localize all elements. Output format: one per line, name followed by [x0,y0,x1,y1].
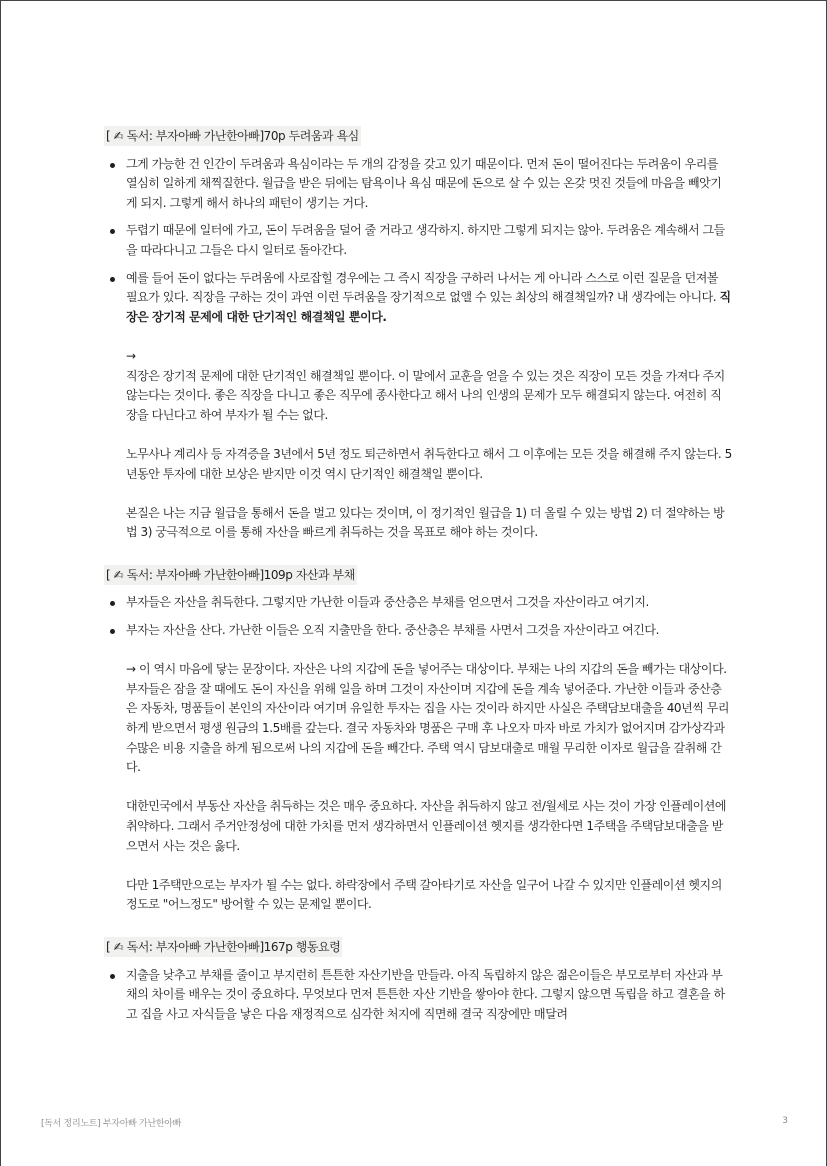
section-heading: [ ✍ 독서: 부자아빠 가난한아빠]109p 자산과 부채 [104,565,357,585]
list-item: 두렵기 때문에 일터에 가고, 돈이 두려움을 덜어 줄 거라고 생각하지. 하지만 그렇게 되지는 않아. 두려움은 계속해서 그들을 따라다니고 그들은 다시 일터로 돌아간다. [104,221,732,260]
bold-highlight: 직장은 장기적 문제에 대한 단기적인 해결책일 뿐이다. [126,290,731,324]
section-action-guide [104,937,732,1024]
footer-title: [독서 정리노트] 부자아빠 가난한아빠 [41,1119,182,1129]
bullet-list [104,593,732,915]
list-item: 부자들은 자산을 취득한다. 그렇지만 가난한 이들과 중산층은 부채를 얻으면서 그것을 자산이라고 여기지. [104,593,732,613]
list-item: 그게 가능한 건 인간이 두려움과 욕심이라는 두 개의 감정을 갖고 있기 때문이다. 먼저 돈이 떨어진다는 두려움이 우리를 열심히 일하게 채찍질한다. 월급을 받은 뒤에는 탐욕이나 욕심 때문에 돈으로 살 수 있는 온갖 멋진 것들에 마음을 빼앗기게 되지. 그렇게 해서 하나의 패턴이 생기는 거다. [104,155,732,214]
section-assets-liabilities [104,565,732,915]
section-heading: [ ✍ 독서: 부자아빠 가난한아빠]167p 행동요령 [104,937,342,957]
arrow-glyph: → [126,348,136,363]
section-fear-greed [104,126,732,543]
note-paragraph: → 이 역시 마음에 닿는 문장이다. 자산은 나의 지갑에 돈을 넣어주는 대상이다. 부채는 나의 지갑의 돈을 빼가는 대상이다. 부자들은 잠을 잘 때에도 돈이 자신을 위해 일을 하며 그것이 자산이며 지갑에 돈을 계속 넣어준다. 가난한 이들과 중산층은 자동차, 명품들이 본인의 자산이라 여기며 유일한 투자는 집을 사는 것이라 하지만 사실은 주택담보대출을 40년씩 무리하게 받으면서 평생 원금의 1.5배를 갚는다. 결국 자동차와 명품은 구매 후 나오자 마자 바로 가치가 없어지며 감가상각과 수많은 비용 지출을 하게 됨으로써 나의 지갑에 돈을 빼간다. 주택 역시 담보대출로 매월 무리한 이자로 월급을 갈취해 간다. [126,662,730,775]
section-heading: [ ✍ 독서: 부자아빠 가난한아빠]70p 두려움과 욕심 [104,126,361,146]
note-paragraph: 본질은 나는 지금 월급을 통해서 돈을 벌고 있다는 것이며, 이 정기적인 월급을 1) 더 올릴 수 있는 방법 2) 더 절약하는 방법 3) 궁극적으로 이를 통해 자산을 빠르게 취득하는 것을 목표로 해야 하는 것이다. [126,505,725,540]
bullet-list [104,155,732,543]
bullet-list [104,966,732,1025]
note-paragraph: 대한민국에서 부동산 자산을 취득하는 것은 매우 중요하다. 자산을 취득하지 않고 전/월세로 사는 것이 가장 인플레이션에 취약하다. 그래서 주거안정성에 대한 가치를 먼저 생각하면서 인플레이션 헷지를 생각한다면 1주택을 주택담보대출을 받으면서 사는 것은 옳다. [126,799,727,853]
list-item: 예를 들어 돈이 없다는 두려움에 사로잡힐 경우에는 그 즉시 직장을 구하러 나서는 게 아니라 스스로 이런 질문을 던져볼 필요가 있다. 직장을 구하는 것이 과연 이런 두려움을 장기적으로 없앨 수 있는 최상의 해결책일까? 내 생각에는 아니다. 직장은 장기적 문제에 대한 단기적인 해결책일 뿐이다. → 직장은 장기적 문제에 대한 단기적인 해결책일 뿐이다. 이 말에서 교훈을 얻을 수 있는 것은 직장이 모든 것을 가져다 주지 않는다는 것이다. 좋은 직장을 다니고 좋은 직무에 종사한다고 해서 나의 인생의 문제가 모두 해결되지 않는다. 여전히 직장을 다닌다고 하여 부자가 될 수는 없다. 노무사나 계리사 등 자격증을 3년에서 5년 정도 퇴근하면서 취득한다고 해서 그 이후에는 모든 것을 해결해 주지 않는다. 5년동안 투자에 대한 보상은 받지만 이것 역시 단기적인 해결책일 뿐이다. 본질은 나는 지금 월급을 통해서 돈을 벌고 있다는 것이며, 이 정기적인 월급을 1) 더 올릴 수 있는 방법 2) 더 절약하는 방법 3) 궁극적으로 이를 통해 자산을 빠르게 취득하는 것을 목표로 해야 하는 것이다. [104,269,732,543]
note-paragraph: 노무사나 계리사 등 자격증을 3년에서 5년 정도 퇴근하면서 취득한다고 해서 그 이후에는 모든 것을 해결해 주지 않는다. 5년동안 투자에 대한 보상은 받지만 이것 역시 단기적인 해결책일 뿐이다. [126,446,732,481]
list-item: 지출을 낮추고 부채를 줄이고 부지런히 튼튼한 자산기반을 만들라. 아직 독립하지 않은 젊은이들은 부모로부터 자산과 부채의 차이를 배우는 것이 중요하다. 무엇보다 먼저 튼튼한 자산 기반을 쌓아야 한다. 그렇지 않으면 독립을 하고 결혼을 하고 집을 사고 자식들을 낳은 다음 재정적으로 심각한 처지에 직면해 결국 직장에만 매달려 [104,966,732,1025]
list-item: 부자는 자산을 산다. 가난한 이들은 오직 지출만을 한다. 중산층은 부채를 사면서 그것을 자산이라고 여긴다. → 이 역시 마음에 닿는 문장이다. 자산은 나의 지갑에 돈을 넣어주는 대상이다. 부채는 나의 지갑의 돈을 빼가는 대상이다. 부자들은 잠을 잘 때에도 돈이 자신을 위해 일을 하며 그것이 자산이며 지갑에 돈을 계속 넣어준다. 가난한 이들과 중산층은 자동차, 명품들이 본인의 자산이라 여기며 유일한 투자는 집을 사는 것이라 하지만 사실은 주택담보대출을 40년씩 무리하게 받으면서 평생 원금의 1.5배를 갚는다. 결국 자동차와 명품은 구매 후 나오자 마자 바로 가치가 없어지며 감가상각과 수많은 비용 지출을 하게 됨으로써 나의 지갑에 돈을 빼간다. 주택 역시 담보대출로 매월 무리한 이자로 월급을 갈취해 간다. 대한민국에서 부동산 자산을 취득하는 것은 매우 중요하다. 자산을 취득하지 않고 전/월세로 사는 것이 가장 인플레이션에 취약하다. 그래서 주거안정성에 대한 가치를 먼저 생각하면서 인플레이션 헷지를 생각한다면 1주택을 주택담보대출을 받으면서 사는 것은 옳다. 다만 1주택만으로는 부자가 될 수는 없다. 하락장에서 주택 갈아타기로 자산을 일구어 나갈 수 있지만 인플레이션 헷지의 정도로 "어느정도" 방어할 수 있는 문제일 뿐이다. [104,621,732,915]
page-content [104,126,732,1024]
page-number: 3 [782,1116,788,1126]
note-paragraph: 직장은 장기적 문제에 대한 단기적인 해결책일 뿐이다. 이 말에서 교훈을 얻을 수 있는 것은 직장이 모든 것을 가져다 주지 않는다는 것이다. 좋은 직장을 다니고 좋은 직무에 종사한다고 해서 나의 인생의 문제가 모두 해결되지 않는다. 여전히 직장을 다닌다고 하여 부자가 될 수는 없다. [126,368,725,422]
note-paragraph: 다만 1주택만으로는 부자가 될 수는 없다. 하락장에서 주택 갈아타기로 자산을 일구어 나갈 수 있지만 인플레이션 헷지의 정도로 "어느정도" 방어할 수 있는 문제일 뿐이다. [126,877,722,912]
